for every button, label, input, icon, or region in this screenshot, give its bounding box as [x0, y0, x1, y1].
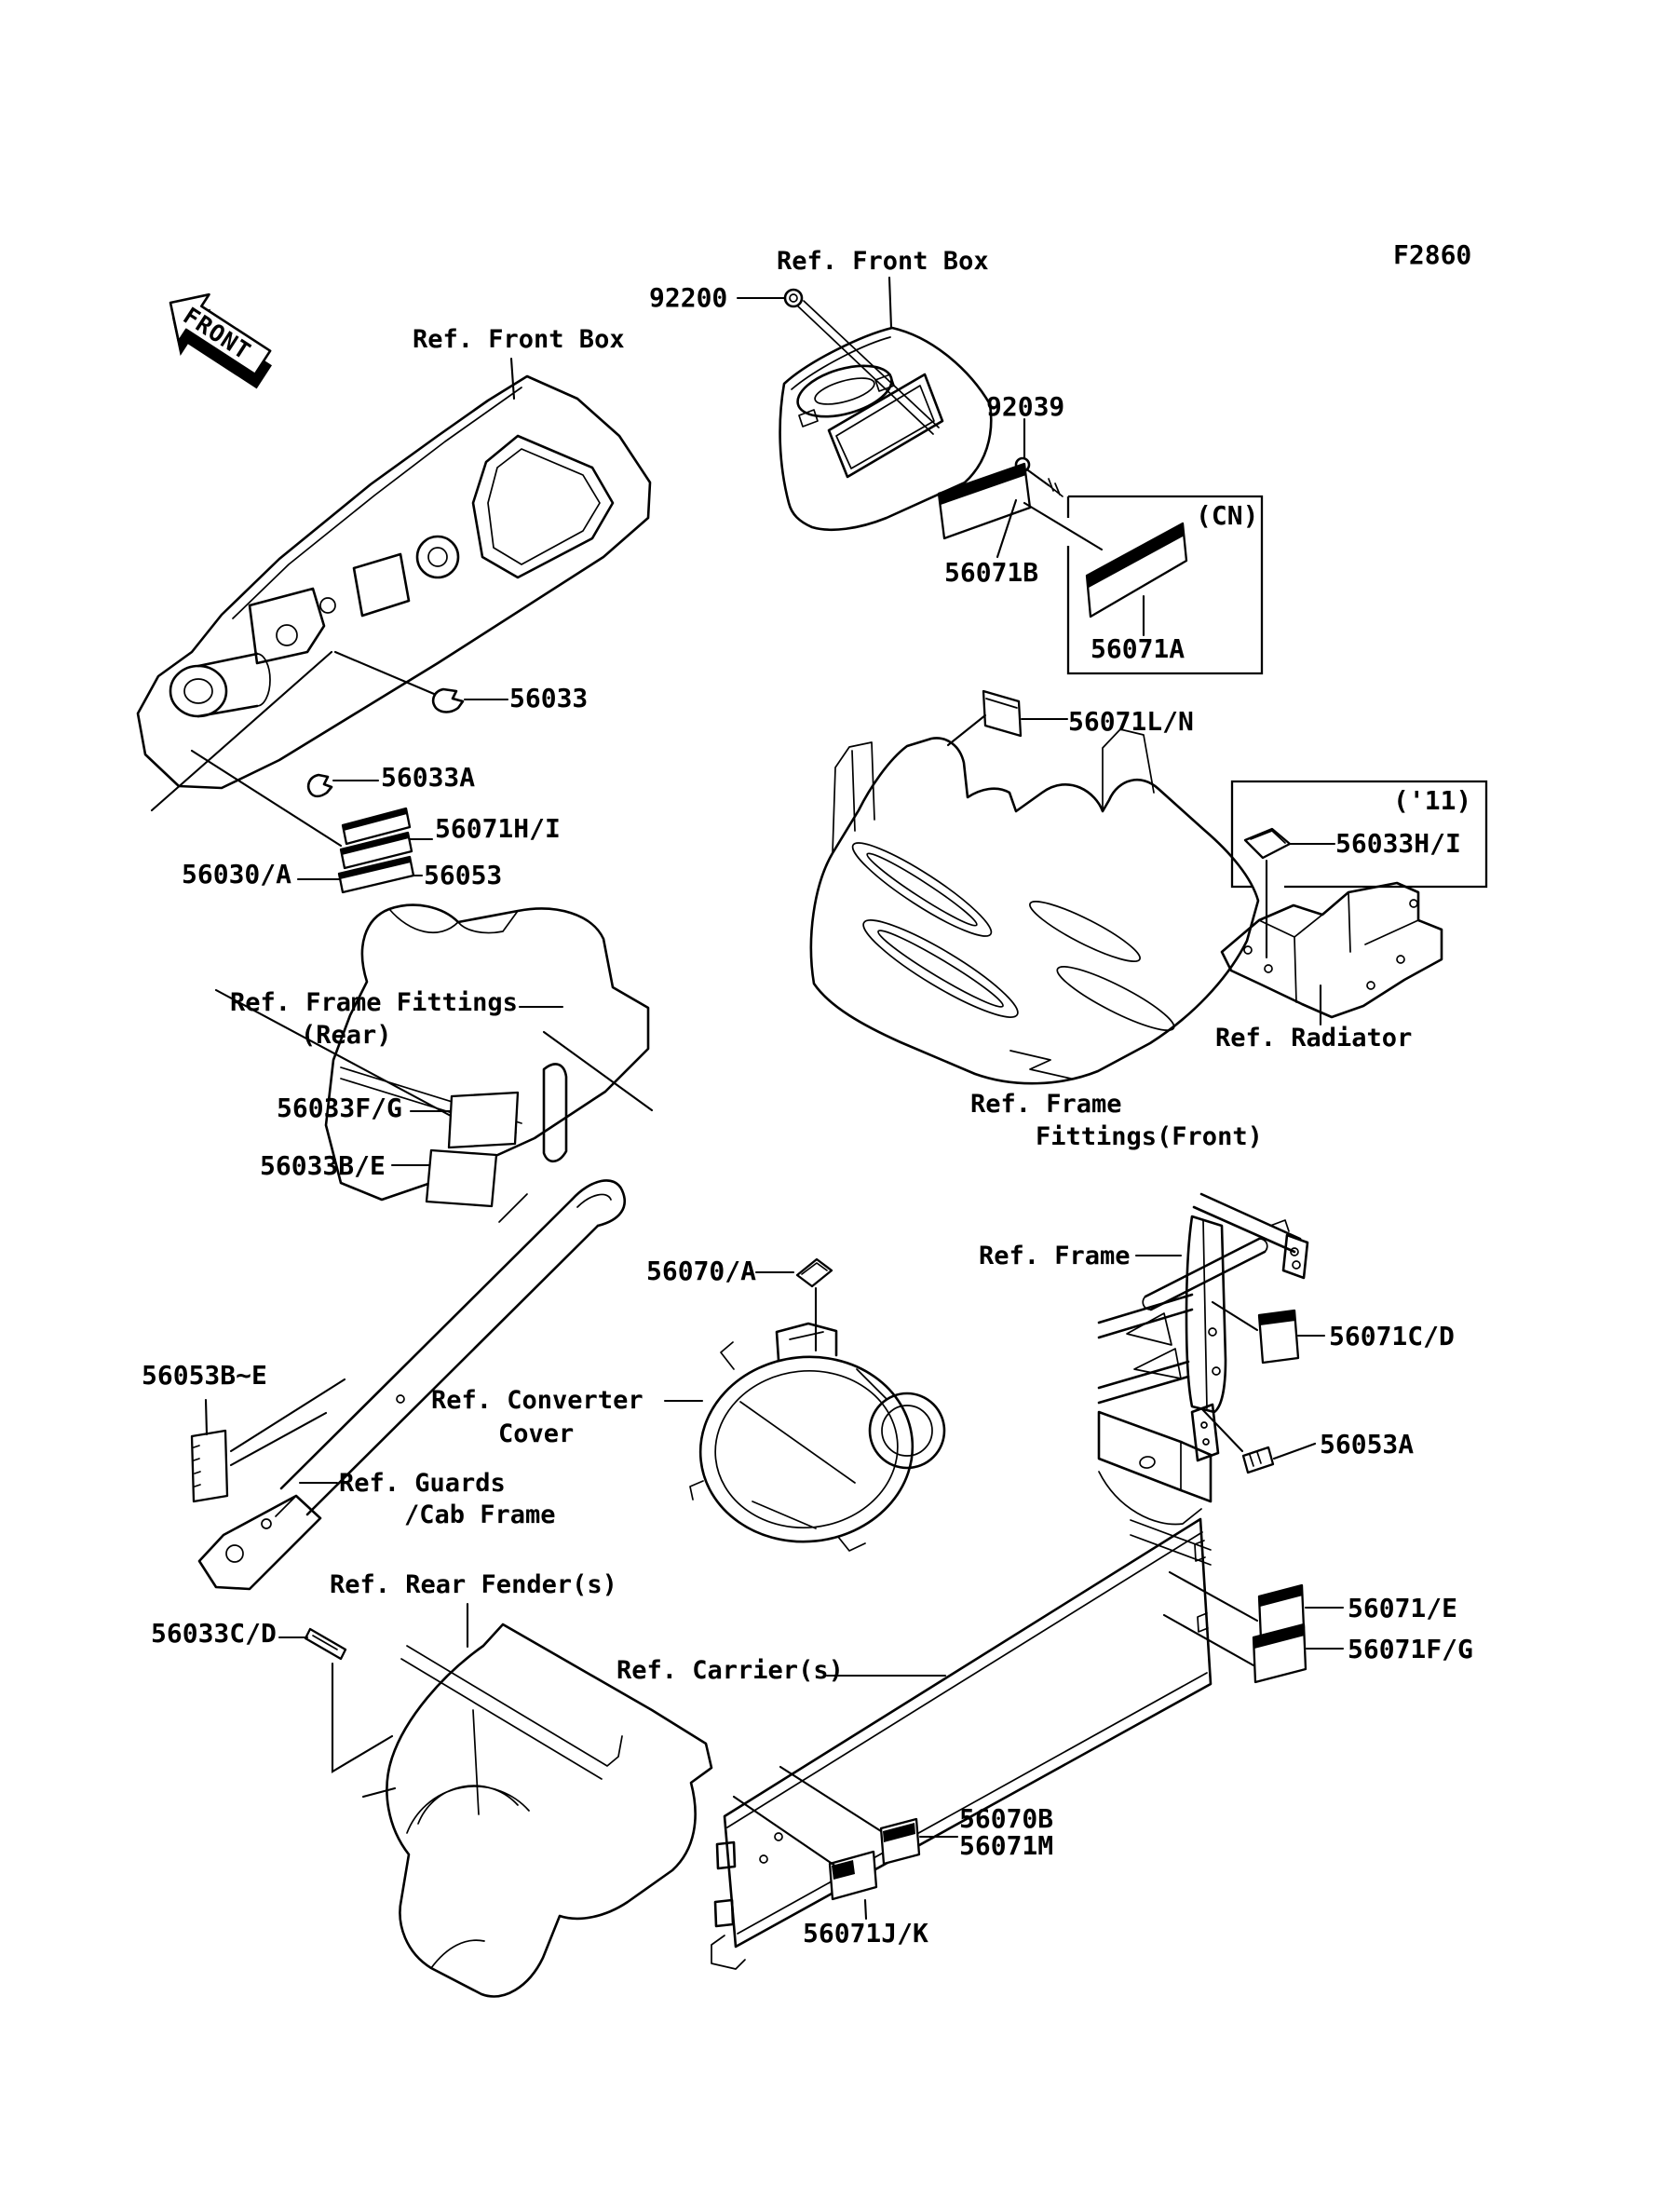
- front-direction-arrow: [149, 279, 286, 401]
- label-56033HI: 56033H/I: [1335, 828, 1461, 859]
- label-ref-front-box-top: Ref. Front Box: [777, 247, 989, 276]
- frame-fittings-front-drawing: [811, 729, 1258, 1083]
- label-56053: 56053: [424, 860, 503, 890]
- label-ref-frame-fittings-rear-2: (Rear): [301, 1021, 392, 1050]
- label-56071A: 56071A: [1091, 633, 1185, 664]
- label-56071LN: 56071L/N: [1068, 706, 1194, 737]
- sticker-56033BE: [427, 1150, 496, 1206]
- label-56071HI: 56071H/I: [435, 813, 561, 844]
- frame-drawing: [1099, 1194, 1307, 1565]
- label-56070B: 56070B: [959, 1803, 1054, 1834]
- sticker-56033CD: [305, 1629, 345, 1659]
- label-ref-frame-fittings-front-1: Ref. Frame: [970, 1090, 1122, 1119]
- label-92200: 92200: [649, 282, 728, 313]
- label-56071CD: 56071C/D: [1329, 1321, 1455, 1351]
- label-ref-guards-1: Ref. Guards: [339, 1469, 506, 1498]
- sticker-56033FG: [449, 1093, 518, 1148]
- label-ref-carrier: Ref. Carrier(s): [616, 1656, 844, 1685]
- label-56053BE: 56053B~E: [142, 1360, 267, 1391]
- converter-cover-drawing: [690, 1324, 944, 1552]
- label-92039: 92039: [986, 391, 1065, 422]
- label-56030A: 56030/A: [182, 859, 292, 890]
- label-56071E: 56071/E: [1348, 1593, 1458, 1623]
- label-ref-converter-1: Ref. Converter: [431, 1386, 644, 1415]
- sticker-56053BE: [192, 1431, 227, 1501]
- sticker-56071CD: [1259, 1310, 1298, 1363]
- carrier-panel-drawing: [711, 1519, 1211, 1969]
- label-ref-frame-fittings-rear-1: Ref. Frame Fittings: [230, 988, 518, 1017]
- label-ref-converter-2: Cover: [498, 1419, 575, 1448]
- label-56033A: 56033A: [381, 762, 476, 793]
- label-56033FG: 56033F/G: [277, 1093, 402, 1123]
- label-year-note: ('11): [1393, 785, 1472, 816]
- label-ref-frame: Ref. Frame: [979, 1242, 1131, 1270]
- label-56033CD: 56033C/D: [151, 1618, 277, 1649]
- label-cn-note: (CN): [1196, 500, 1259, 531]
- front-box-panel-drawing: [138, 376, 650, 788]
- label-56070A: 56070/A: [646, 1256, 757, 1286]
- label-56071B: 56071B: [944, 557, 1039, 588]
- label-ref-radiator: Ref. Radiator: [1215, 1024, 1413, 1052]
- front-arrow-label: FRONT: [178, 302, 256, 366]
- label-ref-guards-2: /Cab Frame: [404, 1501, 556, 1529]
- label-ref-frame-fittings-front-2: Fittings(Front): [1036, 1122, 1263, 1151]
- label-ref-front-box-left: Ref. Front Box: [413, 325, 625, 354]
- clip-56033A: [308, 775, 332, 796]
- sticker-56070A: [797, 1259, 832, 1286]
- label-56071JK: 56071J/K: [803, 1918, 928, 1949]
- sticker-56070B-56071M: [881, 1819, 919, 1864]
- label-56071FG: 56071F/G: [1348, 1634, 1473, 1664]
- sticker-stack-56030-56053-56071HI: [339, 808, 413, 892]
- sticker-56071LN: [983, 691, 1021, 736]
- label-56053A: 56053A: [1320, 1429, 1415, 1460]
- radiator-bracket-drawing: [1222, 883, 1442, 1017]
- label-56033BE: 56033B/E: [260, 1150, 386, 1181]
- label-56071M: 56071M: [959, 1830, 1054, 1861]
- label-ref-rear-fender: Ref. Rear Fender(s): [330, 1570, 617, 1599]
- label-56033: 56033: [509, 683, 589, 713]
- sticker-56071JK: [830, 1852, 876, 1899]
- sticker-56053A: [1243, 1447, 1273, 1473]
- figure-code: F2860: [1393, 239, 1472, 270]
- clip-56033: [433, 689, 463, 713]
